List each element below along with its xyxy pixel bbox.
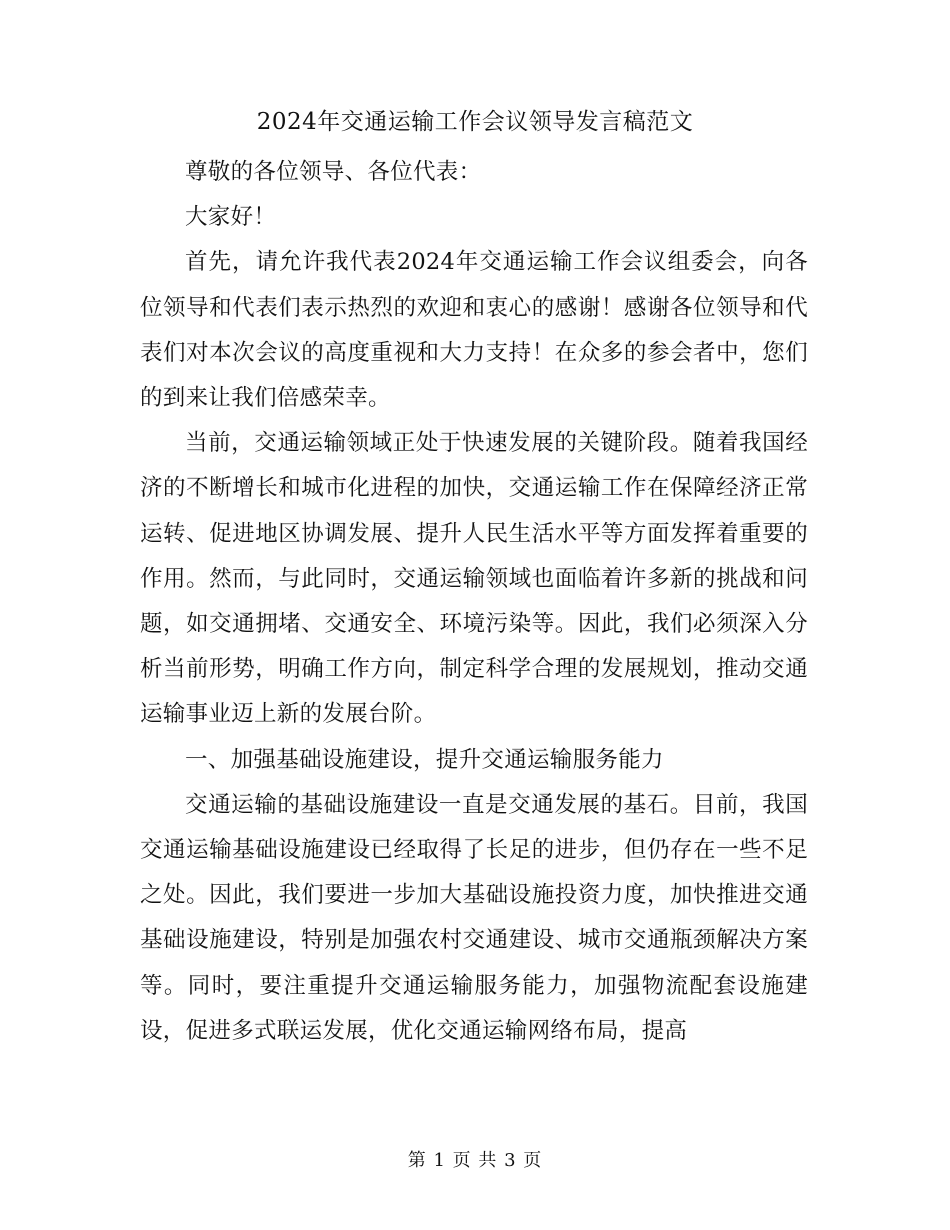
paragraph-welcome: 首先，请允许我代表2024年交通运输工作会议组委会，向各位领导和代表们表示热烈的欢迎和衷心的感谢！感谢各位领导和代表们对本次会议的高度重视和大力支持！在众多的参会者中，您们的到来让我们倍感荣幸。 <box>140 249 808 412</box>
salutation: 尊敬的各位领导、各位代表： <box>185 159 482 185</box>
greeting: 大家好！ <box>185 204 277 231</box>
page-number-footer: 第 1 页 共 3 页 <box>407 1150 543 1171</box>
paragraph-current-situation: 当前，交通运输领域正处于快速发展的关键阶段。随着我国经济的不断增长和城市化进程的加快，交通运输工作在保障经济正常运转、促进地区协调发展、提升人民生活水平等方面发挥着重要的作用。然而，与此同时，交通运输领域也面临着许多新的挑战和问题，如交通拥堵、交通安全、环境污染等。因此，我们必须深入分析当前形势，明确工作方向，制定科学合理的发展规划，推动交通运输事业迈上新的发展台阶。 <box>140 430 808 728</box>
paragraph-infrastructure: 交通运输的基础设施建设一直是交通发展的基石。目前，我国交通运输基础设施建设已经取得了长足的进步，但仍存在一些不足之处。因此，我们要进一步加大基础设施投资力度，加快推进交通基础设施建设，特别是加强农村交通建设、城市交通瓶颈解决方案等。同时，要注重提升交通运输服务能力，加强物流配套设施建设，促进多式联运发展，优化交通运输网络布局，提高 <box>140 791 808 1044</box>
document-body <box>140 150 808 1054</box>
section-heading-infrastructure: 一、加强基础设施建设，提升交通运输服务能力 <box>185 746 664 773</box>
document-title: 2024年交通运输工作会议领导发言稿范文 <box>256 109 694 135</box>
